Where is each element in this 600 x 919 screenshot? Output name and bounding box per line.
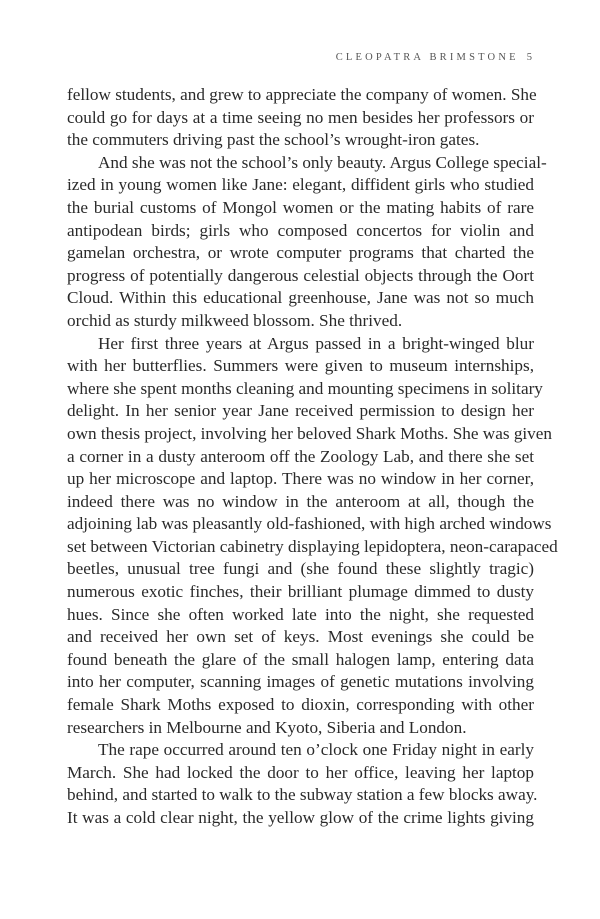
text-line: adjoining lab was pleasantly old-fashioned, with high arched windows	[67, 514, 552, 534]
text-line: up her microscope and laptop. There was no window in her corner,	[67, 469, 534, 489]
text-line: numerous exotic finches, their brilliant plumage dimmed to dusty	[67, 582, 534, 602]
text-line: behind, and started to walk to the subway station a few blocks away.	[67, 785, 538, 805]
text-line: gamelan orchestra, or wrote computer programs that charted the	[67, 243, 534, 263]
text-line: female Shark Moths exposed to dioxin, corresponding with other	[67, 695, 534, 715]
text-line: progress of potentially dangerous celestial objects through the Oort	[67, 265, 534, 285]
text-line: Her first three years at Argus passed in a bright-winged blur	[98, 333, 534, 353]
text-line: Cloud. Within this educational greenhouse, Jane was not so much	[67, 288, 534, 308]
page-number: 5	[526, 52, 532, 63]
text-line: ized in young women like Jane: elegant, diffident girls who studied	[67, 175, 534, 195]
text-line: with her butterflies. Summers were given to museum internships,	[67, 356, 534, 376]
paragraph-1	[67, 84, 537, 152]
text-line: And she was not the school’s only beauty. Argus College special-	[98, 152, 547, 172]
text-line: set between Victorian cabinetry displaying lepidoptera, neon-carapaced	[67, 536, 558, 556]
text-line: hues. Since she often worked late into the night, she requested	[67, 604, 534, 624]
text-line: antipodean birds; girls who composed concertos for violin and	[67, 220, 534, 240]
text-line: own thesis project, involving her beloved Shark Moths. She was given	[67, 423, 553, 443]
text-line: where she spent months cleaning and mounting specimens in solitary	[67, 378, 543, 398]
body-text	[67, 84, 558, 830]
text-line: orchid as sturdy milkweed blossom. She thrived.	[67, 310, 403, 330]
text-line: March. She had locked the door to her office, leaving her laptop	[67, 762, 534, 782]
text-line: the burial customs of Mongol women or the mating habits of rare	[67, 197, 534, 217]
text-line: delight. In her senior year Jane received permission to design her	[67, 401, 534, 421]
text-line: and received her own set of keys. Most evenings she could be	[67, 627, 534, 647]
text-line: found beneath the glare of the small halogen lamp, entering data	[67, 649, 534, 669]
running-head-title: CLEOPATRA BRIMSTONE	[335, 52, 519, 63]
paragraph-4	[67, 739, 538, 829]
text-line: beetles, unusual tree fungi and (she found these slightly tragic)	[67, 559, 534, 579]
text-line: researchers in Melbourne and Kyoto, Siberia and London.	[67, 717, 467, 737]
text-line: could go for days at a time seeing no men besides her professors or	[67, 107, 534, 127]
text-line: into her computer, scanning images of genetic mutations involving	[67, 672, 534, 692]
text-line: a corner in a dusty anteroom off the Zoology Lab, and there she set	[67, 446, 534, 466]
running-head	[336, 52, 532, 63]
paragraph-2	[67, 152, 547, 333]
text-line: the commuters driving past the school’s wrought-iron gates.	[67, 130, 480, 150]
text-line: It was a cold clear night, the yellow glow of the crime lights giving	[67, 808, 534, 827]
text-line: indeed there was no window in the anteroom at all, though the	[67, 491, 534, 511]
text-line: fellow students, and grew to appreciate the company of women. She	[67, 85, 537, 104]
text-line: The rape occurred around ten o’clock one Friday night in early	[98, 740, 534, 760]
paragraph-3	[67, 333, 558, 740]
